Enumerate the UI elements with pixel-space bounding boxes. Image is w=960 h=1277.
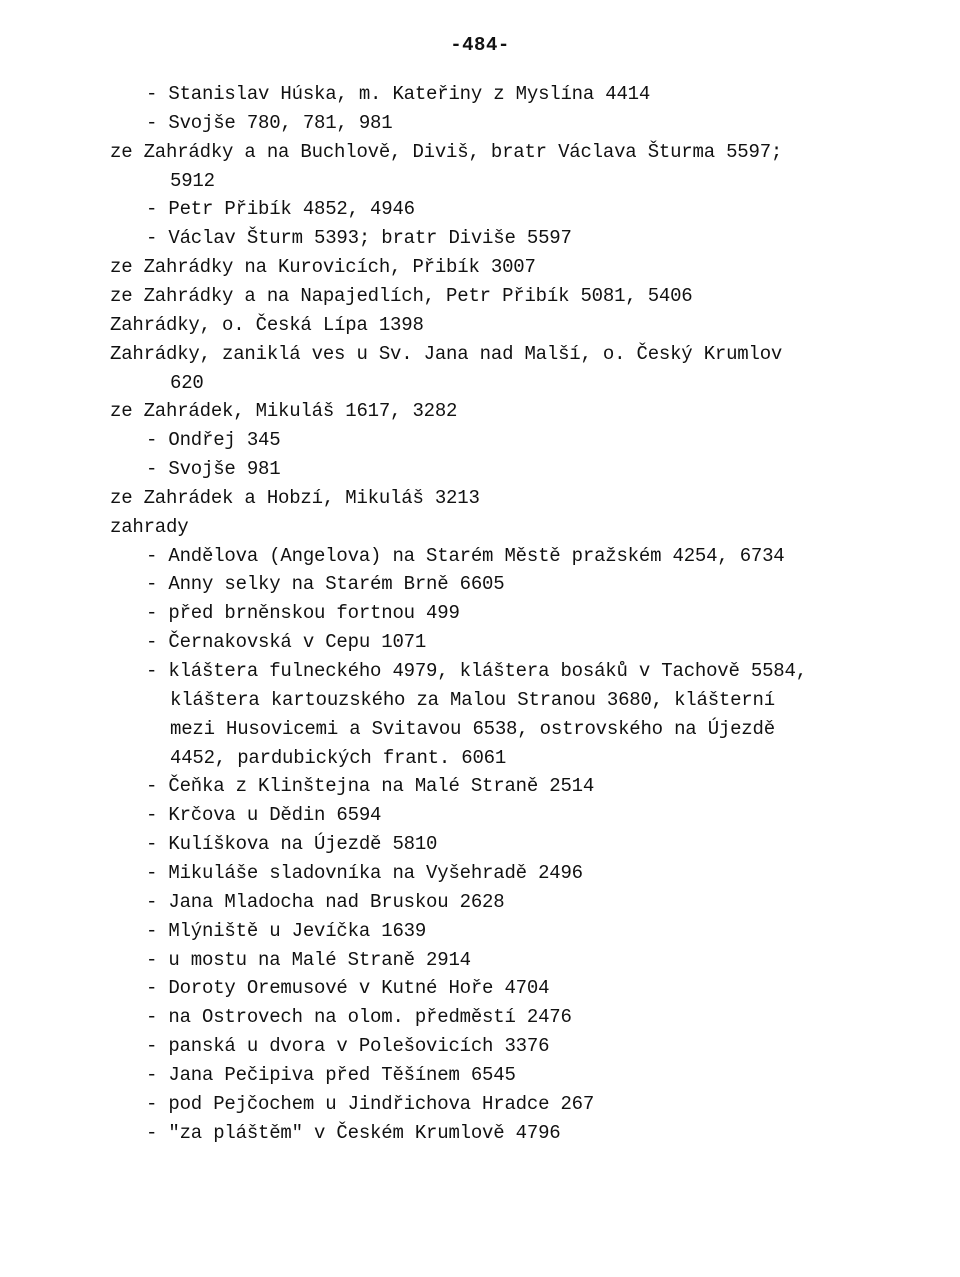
index-line: 620	[170, 371, 204, 394]
index-line: - Krčova u Dědin 6594	[146, 804, 382, 827]
index-line: ze Zahrádek, Mikuláš 1617, 3282	[110, 400, 458, 423]
index-line: mezi Husovicemi a Svitavou 6538, ostrovského na Újezdě	[170, 717, 775, 740]
index-line: - Černakovská v Cepu 1071	[146, 631, 427, 654]
index-line: - na Ostrovech na olom. předměstí 2476	[146, 1006, 572, 1029]
index-line: 4452, pardubických frant. 6061	[170, 746, 507, 769]
index-line: - Svojše 780, 781, 981	[146, 111, 393, 134]
index-line: - "za pláštěm" v Českém Krumlově 4796	[146, 1121, 561, 1144]
index-line: ze Zahrádky a na Napajedlích, Petr Přibík 5081, 5406	[110, 284, 693, 307]
index-line: - Ondřej 345	[146, 429, 281, 452]
index-line: - Doroty Oremusové v Kutné Hoře 4704	[146, 977, 550, 1000]
index-line: - Kulíškova na Újezdě 5810	[146, 833, 438, 856]
index-line: - Václav Šturm 5393; bratr Diviše 5597	[146, 227, 572, 250]
index-line: - před brněnskou fortnou 499	[146, 602, 460, 625]
index-line: - Mikuláše sladovníka na Vyšehradě 2496	[146, 861, 583, 884]
index-line: - Jana Mladocha nad Bruskou 2628	[146, 890, 505, 913]
index-line: - kláštera fulneckého 4979, kláštera bosáků v Tachově 5584,	[146, 660, 807, 682]
index-line: - Stanislav Húska, m. Kateřiny z Myslína 4414	[146, 83, 651, 105]
index-line: Zahrádky, o. Česká Lípa 1398	[110, 313, 424, 336]
index-line: Zahrádky, zaniklá ves u Sv. Jana nad Malší, o. Český Krumlov	[110, 342, 783, 365]
index-line: ze Zahrádky na Kurovicích, Přibík 3007	[110, 256, 536, 279]
index-line: - Andělova (Angelova) na Starém Městě pražském 4254, 6734	[146, 544, 785, 567]
page-number: -484-	[450, 34, 510, 56]
index-line: - Mlýniště u Jevíčka 1639	[146, 919, 427, 942]
index-line: kláštera kartouzského za Malou Stranou 3680, klášterní	[170, 688, 775, 711]
index-line: - Anny selky na Starém Brně 6605	[146, 573, 505, 596]
index-line: - Jana Pečipiva před Těšínem 6545	[146, 1063, 516, 1086]
index-line: - pod Pejčochem u Jindřichova Hradce 267	[146, 1092, 595, 1115]
index-line: - Svojše 981	[146, 458, 281, 481]
index-line: zahrady	[110, 515, 189, 538]
index-line: - Čeňka z Klinštejna na Malé Straně 2514	[146, 775, 595, 798]
index-line: ze Zahrádek a Hobzí, Mikuláš 3213	[110, 486, 480, 509]
index-line: 5912	[170, 169, 215, 192]
index-line: ze Zahrádky a na Buchlově, Diviš, bratr Václava Šturma 5597;	[110, 140, 783, 163]
index-line: - panská u dvora v Polešovicích 3376	[146, 1035, 550, 1058]
index-line: - Petr Přibík 4852, 4946	[146, 198, 415, 221]
index-line: - u mostu na Malé Straně 2914	[146, 948, 471, 971]
